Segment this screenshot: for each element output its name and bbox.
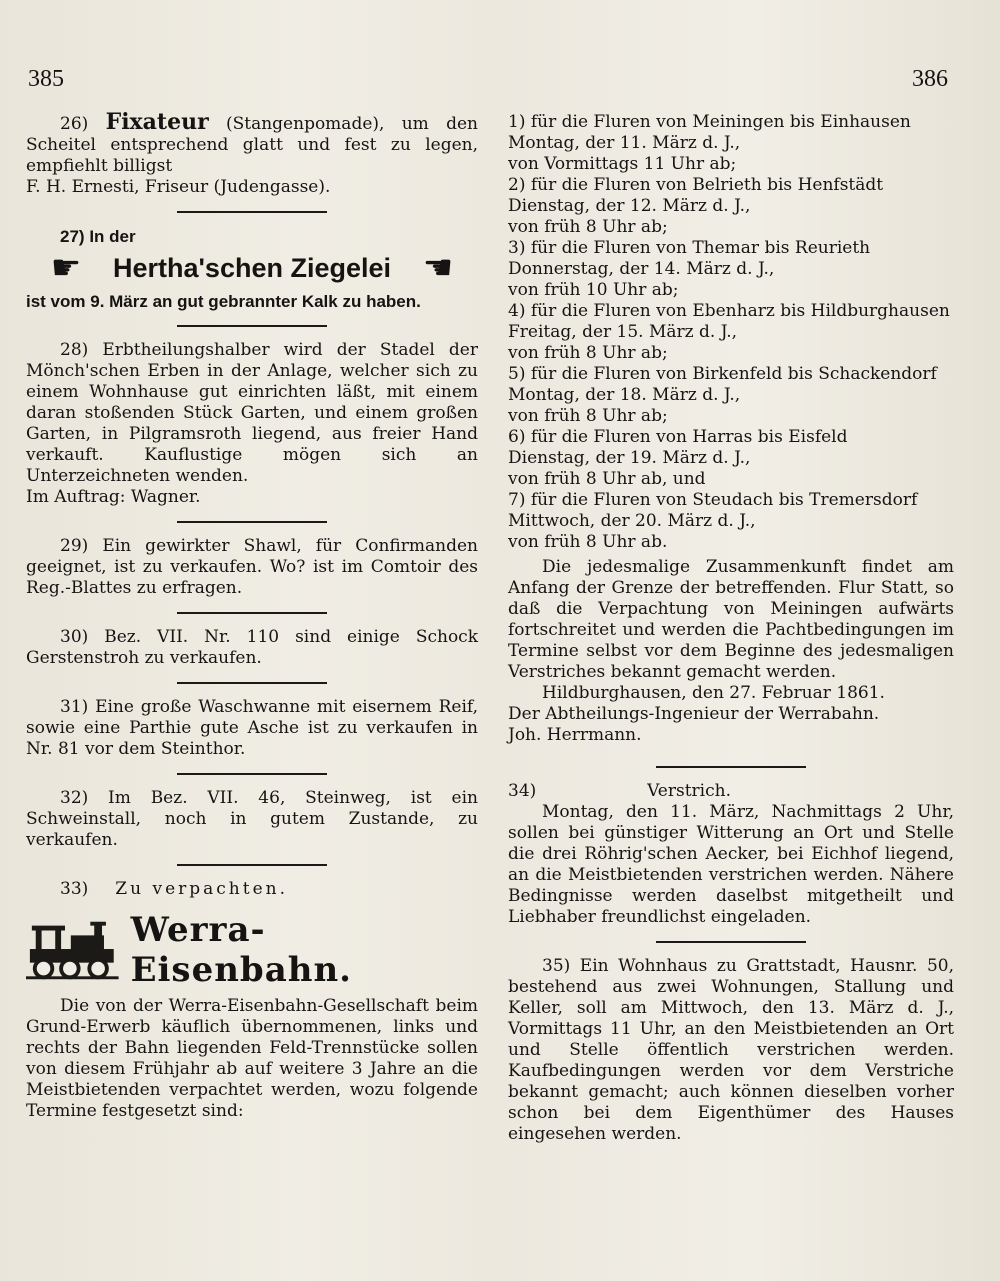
term-date: Mittwoch, der 20. März d. J., (508, 511, 756, 531)
term-date: Dienstag, der 12. März d. J., (508, 196, 751, 216)
term-4 (508, 301, 954, 364)
term-date: Dienstag, der 19. März d. J., (508, 448, 751, 468)
divider (177, 864, 327, 866)
term-item: 7) für die Fluren von Steudach bis Tremersdorf (508, 490, 918, 510)
closing-text: Die jedesmalige Zusammenkunft findet am Anfang der Grenze der betreffenden. Flur Statt, so daß die Verpachtung von Meiningen aufwärts fortschreitet und werden die Pachtbedingungen im Termine selbst vor dem Beginne des jedesmaligen Verstriches bekannt gemacht werden. (508, 557, 954, 682)
ad-26-heading: Fixateur (105, 109, 209, 135)
ad-34-number: 34) (508, 781, 537, 801)
term-item: 2) für die Fluren von Belrieth bis Henfstädt (508, 175, 884, 195)
ad-27 (26, 226, 478, 312)
term-time: von früh 8 Uhr ab; (508, 343, 668, 363)
term-2 (508, 175, 954, 238)
signature-name: Joh. Herrmann. (508, 725, 642, 745)
ad-29-text: 29) Ein gewirkter Shawl, für Confirmanden geeignet, ist zu verkaufen. Wo? ist im Comtoir des Reg.-Blattes zu erfragen. (26, 536, 478, 598)
ad-27-title: Hertha'schen Ziegelei (112, 252, 391, 283)
ad-30-text: 30) Bez. VII. Nr. 110 sind einige Schock Gerstenstroh zu verkaufen. (26, 627, 478, 668)
term-time: von Vormittags 11 Uhr ab; (508, 154, 737, 174)
ad-26 (26, 109, 478, 198)
term-item: 1) für die Fluren von Meiningen bis Einhausen (508, 112, 911, 132)
pointing-hand-left-icon: ☚ (422, 248, 454, 288)
ad-33-title: Werra-Eisenbahn. (130, 910, 352, 990)
ad-28 (26, 340, 478, 508)
term-time: von früh 8 Uhr ab, und (508, 469, 706, 489)
page-number-right: 386 (912, 66, 948, 92)
term-item: 5) für die Fluren von Birkenfeld bis Schackendorf (508, 364, 937, 384)
ad-26-signature: F. H. Ernesti, Friseur (Judengasse). (26, 177, 331, 197)
term-date: Freitag, der 15. März d. J., (508, 322, 738, 342)
term-time: von früh 10 Uhr ab; (508, 280, 679, 300)
divider (177, 682, 327, 684)
ad-26-number: 26) (60, 114, 89, 134)
ad-34-text: Montag, den 11. März, Nachmittags 2 Uhr, sollen bei günstiger Witterung an Ort und Stelle die drei Röhrig'schen Aecker, bei Eichhof liegend, an die Meistbietenden verstrichen werden. Nähere Bedingnisse werden daselbst mitgetheilt und Liebhaber freundlichst eingeladen. (508, 802, 954, 927)
pointing-hand-right-icon: ☛ (50, 248, 82, 288)
divider (177, 211, 327, 213)
term-5 (508, 364, 954, 427)
signature-title: Der Abtheilungs-Ingenieur der Werrabahn. (508, 704, 880, 724)
term-time: von früh 8 Uhr ab; (508, 217, 668, 237)
ad-32-text: 32) Im Bez. VII. 46, Steinweg, ist ein Schweinstall, noch in gutem Zustande, zu verkaufen. (26, 788, 478, 850)
divider (177, 521, 327, 523)
ad-27-text: ist vom 9. März an gut gebrannter Kalk zu haben. (26, 292, 421, 311)
page-number-left: 385 (28, 66, 64, 92)
ad-33-title-row (26, 910, 478, 990)
locomotive-icon (26, 919, 119, 981)
term-date: Montag, der 11. März d. J., (508, 133, 741, 153)
ad-27-title-row (26, 248, 478, 288)
place-date: Hildburghausen, den 27. Februar 1861. (542, 683, 885, 703)
divider (177, 773, 327, 775)
term-1 (508, 112, 954, 175)
term-time: von früh 8 Uhr ab; (508, 406, 668, 426)
term-date: Montag, der 18. März d. J., (508, 385, 741, 405)
term-list (508, 112, 954, 553)
term-item: 6) für die Fluren von Harras bis Eisfeld (508, 427, 848, 447)
left-column (26, 109, 478, 1122)
term-date: Donnerstag, der 14. März d. J., (508, 259, 775, 279)
ad-33-text: Die von der Werra-Eisenbahn-Gesellschaft beim Grund-Erwerb käuflich übernommenen, links und rechts der Bahn liegenden Feld-Trennstücke sollen von diesem Frühjahr ab auf weitere 3 Jahre an die Meistbietenden verpachtet werden, wozu folgende Termine festgesetzt sind: (26, 996, 478, 1121)
ad-27-number: 27) (60, 227, 85, 246)
ad-28-text: 28) Erbtheilungshalber wird der Stadel der Mönch'schen Erben in der Anlage, welcher sich zu einem Wohnhause gut einrichten läßt, mit einem daran stoßenden Stück Garten, und einem großen Garten, in Pilgramsroth liegend, aus freier Hand verkauft. Kauflustige mögen sich an Unterzeichneten wenden. (26, 340, 478, 486)
term-3 (508, 238, 954, 301)
divider (177, 612, 327, 614)
term-7 (508, 490, 954, 553)
term-item: 4) für die Fluren von Ebenharz bis Hildburghausen (508, 301, 950, 321)
divider (656, 766, 806, 768)
right-column (508, 112, 954, 1145)
term-6 (508, 427, 954, 490)
ad-33-number: 33) (60, 879, 89, 899)
ad-26-text: (Stangenpomade), um den Scheitel entsprechend glatt und fest zu legen, empfiehlt billigst (26, 114, 478, 176)
divider (177, 325, 327, 327)
ad-33 (26, 879, 478, 1122)
term-time: von früh 8 Uhr ab. (508, 532, 668, 552)
ad-35-text: 35) Ein Wohnhaus zu Grattstadt, Hausnr. 50, bestehend aus zwei Wohnungen, Stallung und Keller, soll am Mittwoch, den 13. März d. J., Vormittags 11 Uhr, an den Meistbietenden an Ort und Stelle öffentlich verstrichen werden. Kaufbedingungen werden vor dem Verstriche bekannt gemacht; auch können dieselben vorher schon bei dem Eigenthümer des Hauses eingesehen werden. (508, 956, 954, 1144)
ad-27-intro: In der (89, 227, 136, 246)
ad-31-text: 31) Eine große Waschwanne mit eisernem Reif, sowie eine Parthie gute Asche ist zu verkaufen in Nr. 81 vor dem Steinthor. (26, 697, 478, 759)
term-item: 3) für die Fluren von Themar bis Reurieth (508, 238, 871, 258)
ad-33-heading: Zu verpachten. (115, 879, 288, 899)
divider (656, 941, 806, 943)
ad-34-heading: Verstrich. (647, 781, 731, 801)
ad-34 (508, 781, 954, 928)
ad-28-signature: Im Auftrag: Wagner. (26, 487, 201, 507)
